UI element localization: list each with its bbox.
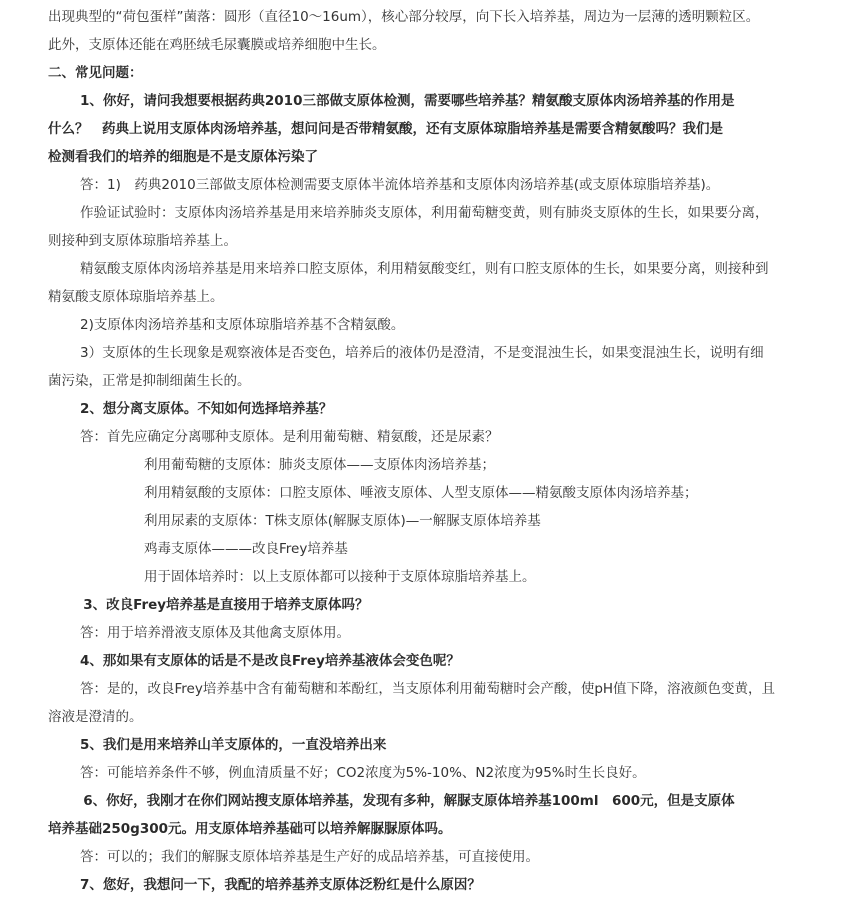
question-heading-line: 培养基础250g300元。用支原体培养基础可以培养解脲脲原体吗。: [48, 821, 452, 837]
body-text-line: 此外，支原体还能在鸡胚绒毛尿囊膜或培养细胞中生长。: [48, 37, 386, 53]
question-heading-line: 什么？ 药典上说用支原体肉汤培养基，想问问是否带精氨酸，还有支原体琼脂培养基是需要含精氨酸吗？我们是: [48, 121, 723, 137]
body-text-line: 精氨酸支原体琼脂培养基上。: [48, 289, 224, 305]
body-text-line: 精氨酸支原体肉汤培养基是用来培养口腔支原体，利用精氨酸变红，则有口腔支原体的生长，如果要分离，则接种到: [80, 261, 769, 277]
body-text-line: 3）支原体的生长现象是观察液体是否变色，培养后的液体仍是澄清，不是变混浊生长，如果变混浊生长，说明有细: [80, 345, 764, 361]
body-text-line: 答：1) 药典2010三部做支原体检测需要支原体半流体培养基和支原体肉汤培养基(或支原体琼脂培养基)。: [80, 177, 720, 193]
question-heading-line: 6、你好，我刚才在你们网站搜支原体培养基，发现有多种，解脲支原体培养基100ml 600元，但是支原体: [83, 793, 735, 809]
body-text-line: 利用尿素的支原体：T株支原体(解脲支原体)—一解脲支原体培养基: [144, 513, 541, 529]
body-text-line: 2)支原体肉汤培养基和支原体琼脂培养基不含精氨酸。: [80, 317, 405, 333]
question-heading-line: 检测看我们的培养的细胞是不是支原体污染了: [48, 149, 318, 165]
question-heading-line: 2、想分离支原体。不知如何选择培养基？: [80, 401, 333, 417]
question-heading-line: 二、常见问题：: [48, 65, 143, 81]
question-heading-line: 1、你好，请问我想要根据药典2010三部做支原体检测，需要哪些培养基？精氨酸支原体肉汤培养基的作用是: [80, 93, 735, 109]
body-text-line: 则接种到支原体琼脂培养基上。: [48, 233, 237, 249]
question-heading-line: 5、我们是用来培养山羊支原体的，一直没培养出来: [80, 737, 387, 753]
body-text-line: 作验证试验时：支原体肉汤培养基是用来培养肺炎支原体，利用葡萄糖变黄，则有肺炎支原体的生长，如果要分离，: [80, 205, 769, 221]
body-text-line: 答：用于培养滑液支原体及其他禽支原体用。: [80, 625, 350, 641]
body-text-line: 利用精氨酸的支原体：口腔支原体、唾液支原体、人型支原体——精氨酸支原体肉汤培养基；: [144, 485, 698, 501]
body-text-line: 答：可以的；我们的解脲支原体培养基是生产好的成品培养基，可直接使用。: [80, 849, 539, 865]
body-text-line: 鸡毒支原体———改良Frey培养基: [144, 541, 348, 557]
body-text-line: 用于固体培养时：以上支原体都可以接种于支原体琼脂培养基上。: [144, 569, 536, 585]
question-heading-line: 7、您好，我想问一下，我配的培养基养支原体泛粉红是什么原因？: [80, 877, 481, 893]
body-text-line: 出现典型的“荷包蛋样”菌落：圆形（直径10～16um），核心部分较厚，向下长入培养基，周边为一层薄的透明颗粒区。: [48, 9, 760, 25]
question-heading-line: 4、那如果有支原体的话是不是改良Frey培养基液体会变色呢？: [80, 653, 460, 669]
body-text-line: 利用葡萄糖的支原体：肺炎支原体——支原体肉汤培养基；: [144, 457, 495, 473]
body-text-line: 答：可能培养条件不够，例血清质量不好；CO2浓度为5%-10%、N2浓度为95%时生长良好。: [80, 765, 646, 781]
question-heading-line: 3、改良Frey培养基是直接用于培养支原体吗？: [83, 597, 369, 613]
body-text-line: 答：首先应确定分离哪种支原体。是利用葡萄糖、精氨酸，还是尿素？: [80, 429, 499, 445]
body-text-line: 溶液是澄清的。: [48, 709, 143, 725]
body-text-line: 答：是的，改良Frey培养基中含有葡萄糖和苯酚红，当支原体利用葡萄糖时会产酸，使pH值下降，溶液颜色变黄，且: [80, 681, 776, 697]
body-text-line: 菌污染，正常是抑制细菌生长的。: [48, 373, 251, 389]
